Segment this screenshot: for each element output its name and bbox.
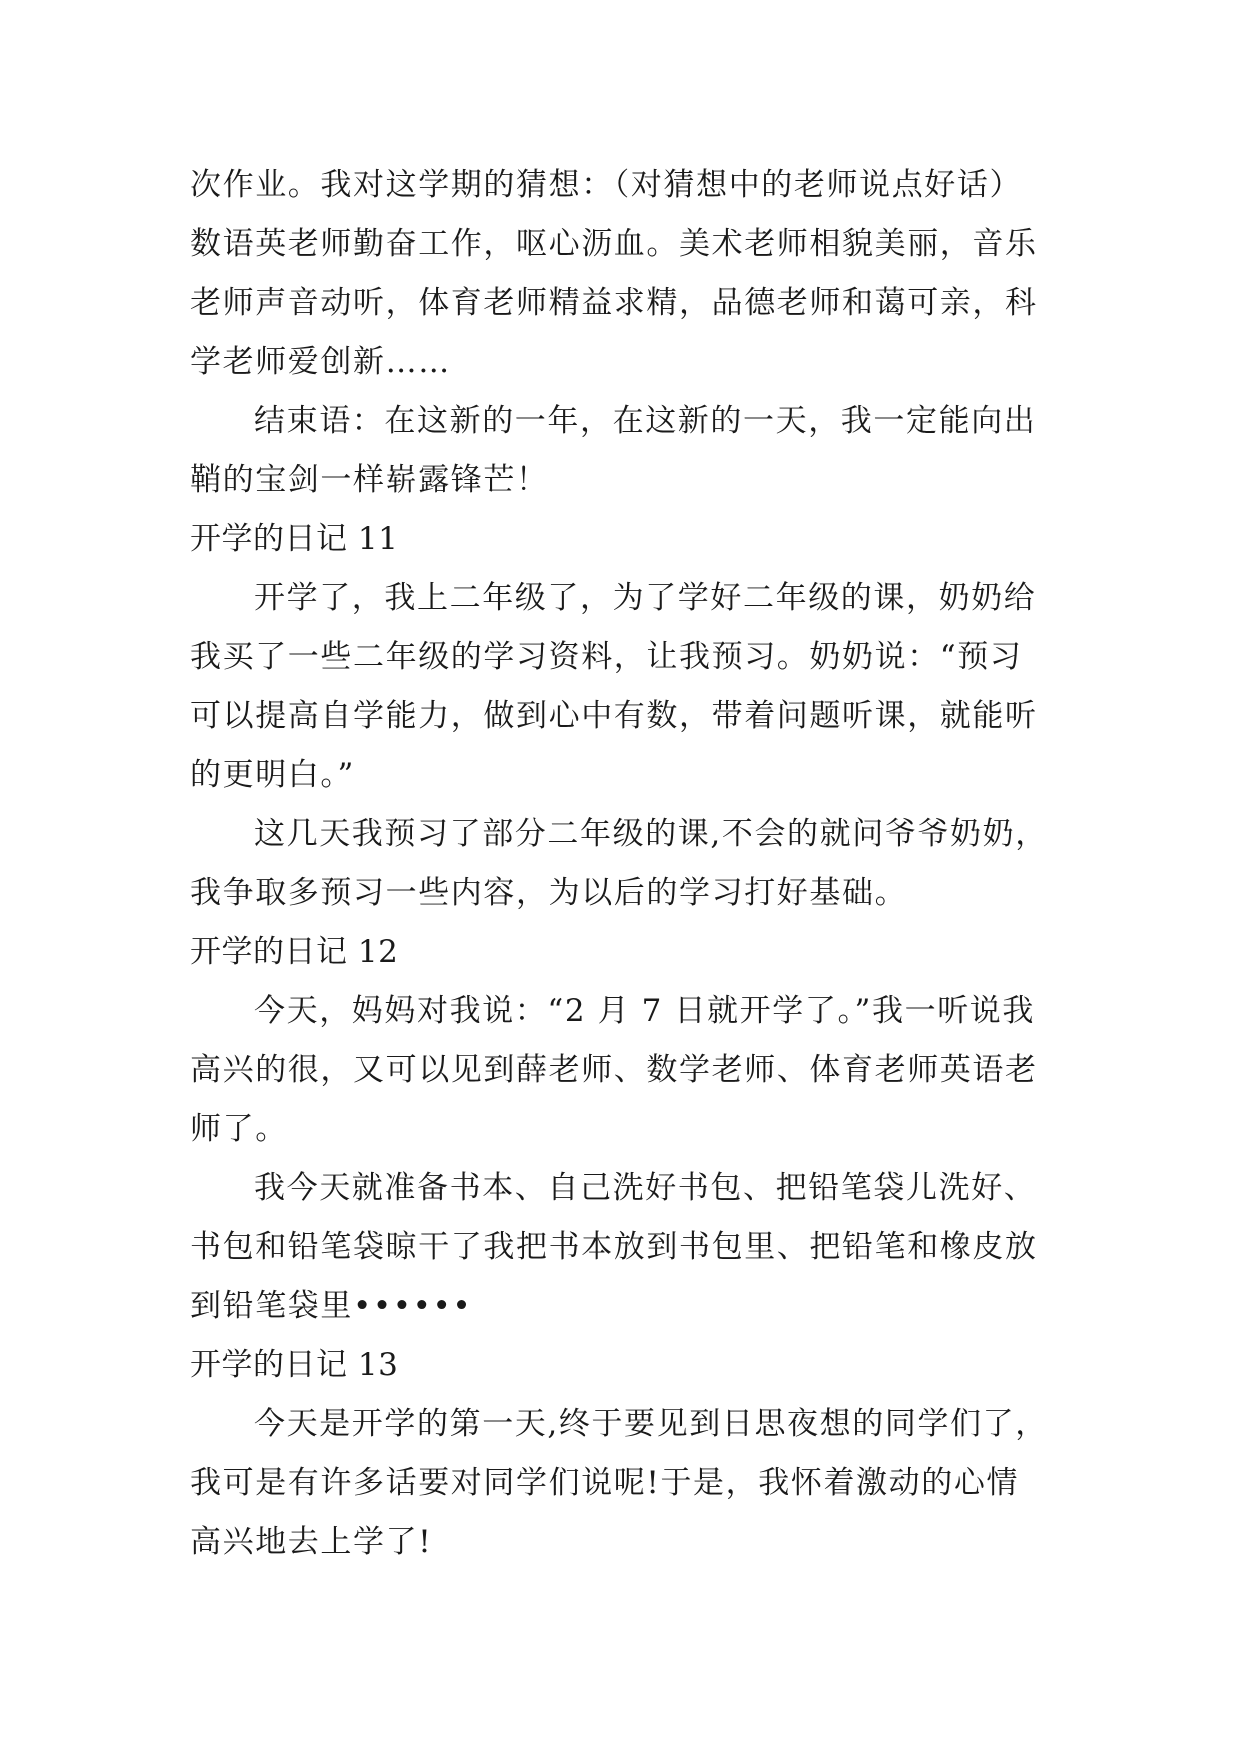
paragraph-first-line: 我今天就准备书本、自己洗好书包、把铅笔袋儿洗好、 [254,1170,1037,1206]
paragraph-first-line: 今天，妈妈对我说：“2 月 7 日就开学了。”我一听说我 [254,993,1036,1029]
text-line: 到铅笔袋里•••••• [190,1288,473,1324]
text-line: 师了。 [190,1111,288,1147]
text-line: 学老师爱创新…… [190,344,451,380]
text-line: 的更明白。” [190,757,355,793]
section-heading: 开学的日记 11 [190,521,399,557]
text-line: 次作业。我对这学期的猜想：（对猜想中的老师说点好话） [190,167,1023,203]
text-line: 可以提高自学能力，做到心中有数，带着问题听课，就能听 [190,698,1038,734]
text-line: 我可是有许多话要对同学们说呢!于是，我怀着激动的心情 [190,1465,1020,1501]
paragraph-first-line: 结束语：在这新的一年，在这新的一天，我一定能向出 [254,403,1037,439]
text-line: 高兴地去上学了! [190,1524,433,1560]
paragraph-first-line: 这几天我预习了部分二年级的课,不会的就问爷爷奶奶， [254,816,1048,852]
section-heading: 开学的日记 13 [190,1347,399,1383]
text-line: 书包和铅笔袋晾干了我把书本放到书包里、把铅笔和橡皮放 [190,1229,1038,1265]
text-line: 鞘的宝剑一样崭露锋芒！ [190,462,549,498]
text-line: 我争取多预习一些内容，为以后的学习打好基础。 [190,875,908,911]
document-body [190,156,1062,1572]
paragraph-first-line: 开学了，我上二年级了，为了学好二年级的课，奶奶给 [254,580,1037,616]
text-line: 高兴的很，又可以见到薛老师、数学老师、体育老师英语老 [190,1052,1038,1088]
text-line: 我买了一些二年级的学习资料，让我预习。奶奶说：“预习 [190,639,1023,675]
text-line: 数语英老师勤奋工作，呕心沥血。美术老师相貌美丽，音乐 [190,226,1038,262]
section-heading: 开学的日记 12 [190,934,399,970]
paragraph-first-line: 今天是开学的第一天,终于要见到日思夜想的同学们了， [254,1406,1048,1442]
text-line: 老师声音动听，体育老师精益求精，品德老师和蔼可亲，科 [190,285,1038,321]
